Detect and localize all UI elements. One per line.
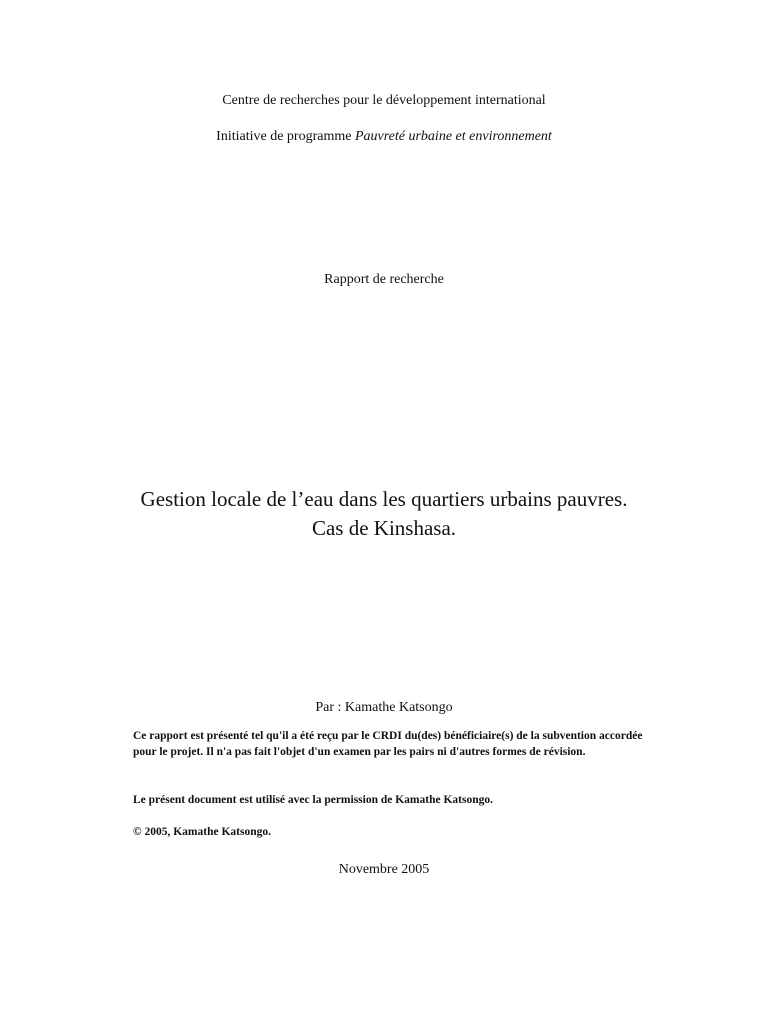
copyright-notice: © 2005, Kamathe Katsongo. (133, 826, 271, 838)
title-line-1: Gestion locale de l’eau dans les quartiers urbains pauvres. (140, 487, 628, 511)
publication-date: Novembre 2005 (338, 862, 430, 877)
document-type: Rapport de recherche (324, 272, 444, 287)
permission-notice: Le présent document est utilisé avec la permission de Kamathe Katsongo. (133, 794, 493, 806)
author-line: Par : Kamathe Katsongo (315, 700, 453, 715)
program-name: Pauvreté urbaine et environnement (354, 129, 552, 144)
program-prefix: Initiative de programme (216, 129, 355, 144)
presentation-notice: Ce rapport est présenté tel qu'il a été reçu par le CRDI du(des) bénéficiaire(s) de la subvention accordée pour le projet. Il n'a pas fait l'objet d'un examen par les pairs ni d'autres formes de révision. (133, 730, 643, 758)
document-title (0, 485, 768, 543)
title-line-2: Cas de Kinshasa. (311, 516, 457, 540)
organization-name: Centre de recherches pour le développement international (222, 93, 546, 108)
program-initiative (0, 129, 768, 145)
